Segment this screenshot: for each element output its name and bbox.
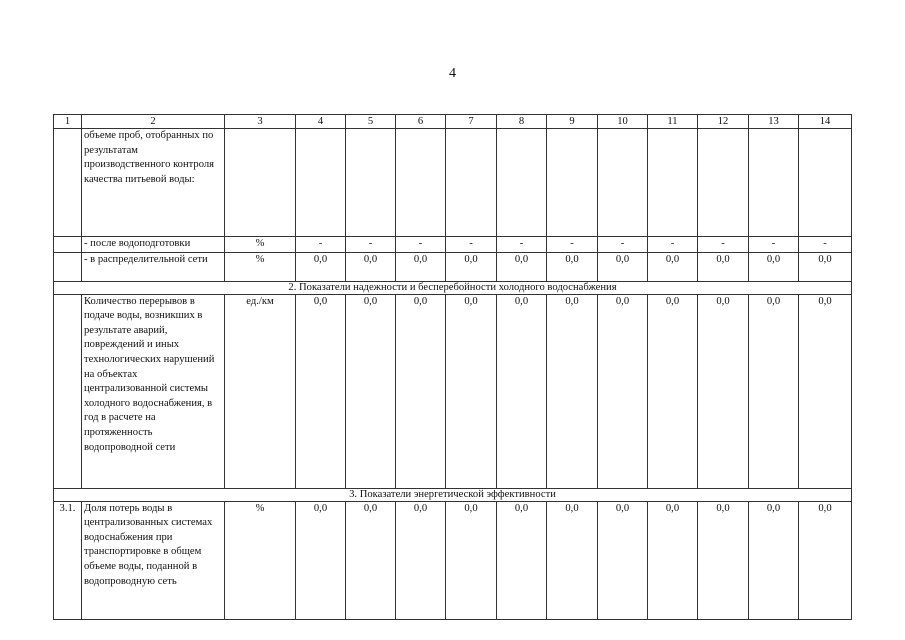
value-cell: 0,0 [396, 501, 446, 619]
value-cell: 0,0 [497, 294, 547, 488]
value-cell: - [749, 237, 799, 253]
indicator-name-cell: - в распределительной сети [82, 252, 225, 281]
value-cell: 0,0 [799, 252, 852, 281]
table-row [54, 252, 852, 281]
value-cell: - [598, 237, 648, 253]
value-cell: 0,0 [648, 501, 698, 619]
column-number-cell: 13 [749, 115, 799, 129]
value-cell [547, 129, 598, 237]
value-cell: - [296, 237, 346, 253]
row-number-cell [54, 237, 82, 253]
column-number-cell: 2 [82, 115, 225, 129]
value-cell [698, 129, 749, 237]
section-heading-row [54, 281, 852, 294]
value-cell: 0,0 [296, 501, 346, 619]
value-cell: 0,0 [648, 252, 698, 281]
column-number-cell: 4 [296, 115, 346, 129]
value-cell: 0,0 [598, 501, 648, 619]
value-cell: 0,0 [497, 501, 547, 619]
value-cell: 0,0 [296, 294, 346, 488]
column-number-cell: 10 [598, 115, 648, 129]
value-cell: 0,0 [598, 252, 648, 281]
value-cell: 0,0 [698, 294, 749, 488]
value-cell: 0,0 [698, 501, 749, 619]
column-number-cell: 14 [799, 115, 852, 129]
value-cell [648, 129, 698, 237]
column-number-cell: 7 [446, 115, 497, 129]
row-number-cell [54, 252, 82, 281]
value-cell: - [648, 237, 698, 253]
column-number-row [54, 115, 852, 129]
column-number-cell: 1 [54, 115, 82, 129]
unit-cell [225, 129, 296, 237]
row-number-cell [54, 294, 82, 488]
value-cell: 0,0 [799, 501, 852, 619]
value-cell: 0,0 [446, 501, 497, 619]
value-cell: 0,0 [296, 252, 346, 281]
unit-cell: % [225, 237, 296, 253]
value-cell [446, 129, 497, 237]
value-cell: 0,0 [648, 294, 698, 488]
column-number-cell: 12 [698, 115, 749, 129]
column-number-cell: 11 [648, 115, 698, 129]
value-cell [749, 129, 799, 237]
indicator-name-cell: Количество перерывов в подаче воды, возникших в результате аварий, повреждений и иных технологических нарушений на объектах централизованной системы холодного водоснабжения, в год в расчете на протяженность водопроводной сети [82, 294, 225, 488]
column-number-cell: 3 [225, 115, 296, 129]
value-cell: - [698, 237, 749, 253]
value-cell: 0,0 [749, 252, 799, 281]
value-cell [396, 129, 446, 237]
value-cell [497, 129, 547, 237]
value-cell [799, 129, 852, 237]
value-cell: 0,0 [396, 252, 446, 281]
unit-cell: % [225, 252, 296, 281]
indicator-name-cell: объеме проб, отобранных по результатам производственного контроля качества питьевой воды: [82, 129, 225, 237]
value-cell: 0,0 [598, 294, 648, 488]
value-cell: 0,0 [547, 294, 598, 488]
row-number-cell: 3.1. [54, 501, 82, 619]
value-cell: - [547, 237, 598, 253]
column-number-cell: 6 [396, 115, 446, 129]
value-cell: 0,0 [799, 294, 852, 488]
value-cell [598, 129, 648, 237]
value-cell: 0,0 [396, 294, 446, 488]
indicator-name-cell: - после водоподготовки [82, 237, 225, 253]
value-cell: - [446, 237, 497, 253]
value-cell: 0,0 [749, 501, 799, 619]
value-cell: - [497, 237, 547, 253]
value-cell: - [799, 237, 852, 253]
value-cell: 0,0 [547, 501, 598, 619]
indicator-name-cell: Доля потерь воды в централизованных системах водоснабжения при транспортировке в общем объеме воды, поданной в водопроводную сеть [82, 501, 225, 619]
value-cell: 0,0 [346, 294, 396, 488]
table-row [54, 501, 852, 619]
section-heading: 2. Показатели надежности и бесперебойности холодного водоснабжения [54, 281, 852, 294]
value-cell [346, 129, 396, 237]
table-row [54, 237, 852, 253]
section-heading-row [54, 488, 852, 501]
value-cell [296, 129, 346, 237]
value-cell: - [396, 237, 446, 253]
value-cell: 0,0 [698, 252, 749, 281]
value-cell: 0,0 [547, 252, 598, 281]
value-cell: 0,0 [749, 294, 799, 488]
column-number-cell: 8 [497, 115, 547, 129]
table-row [54, 129, 852, 237]
unit-cell: % [225, 501, 296, 619]
value-cell: 0,0 [446, 252, 497, 281]
value-cell: 0,0 [497, 252, 547, 281]
value-cell: - [346, 237, 396, 253]
table-row [54, 294, 852, 488]
row-number-cell [54, 129, 82, 237]
section-heading: 3. Показатели энергетической эффективности [54, 488, 852, 501]
page-number: 4 [449, 66, 456, 81]
unit-cell: ед./км [225, 294, 296, 488]
value-cell: 0,0 [346, 252, 396, 281]
column-number-cell: 5 [346, 115, 396, 129]
value-cell: 0,0 [346, 501, 396, 619]
table-body [54, 115, 852, 620]
column-number-cell: 9 [547, 115, 598, 129]
indicators-table [53, 114, 852, 620]
value-cell: 0,0 [446, 294, 497, 488]
